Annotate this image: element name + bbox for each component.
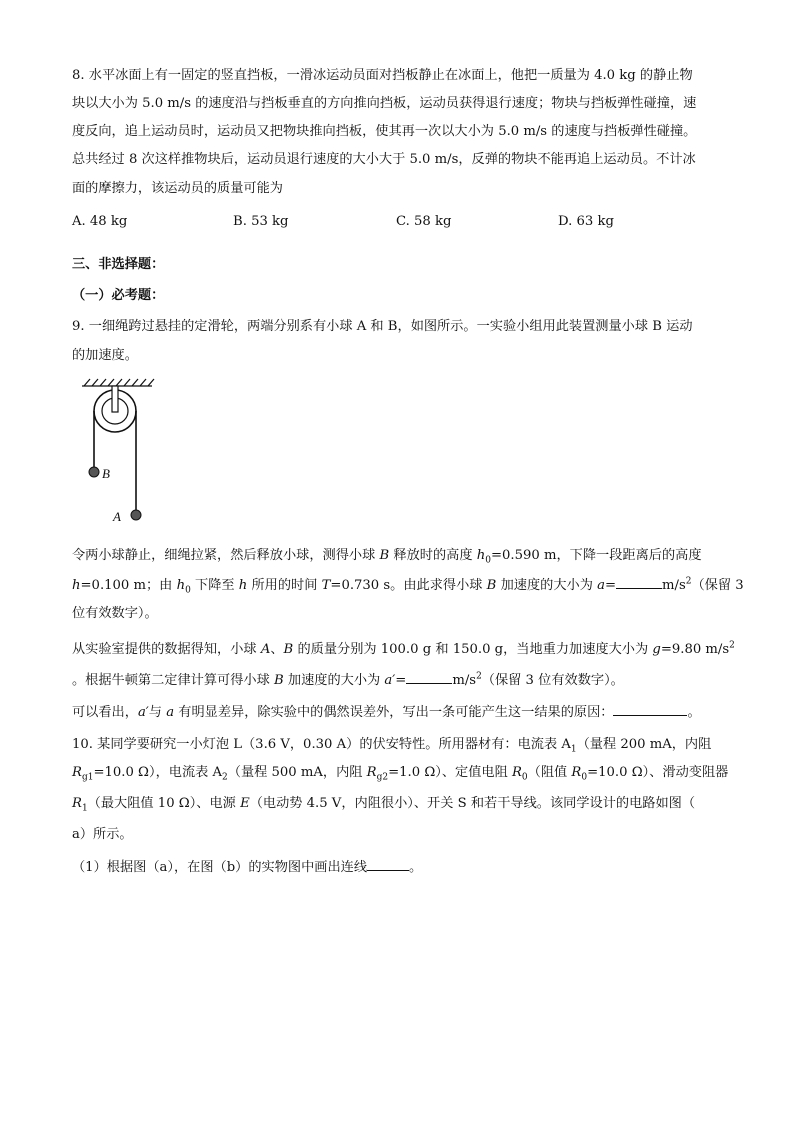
q8-option-d: D. 63 kg [558,214,614,229]
q8-option-b: B. 53 kg [233,214,289,229]
q9-paragraph-1: 令两小球静止，细绳拉紧，然后释放小球，测得小球 B 释放时的高度 $h_0=0.590$ m，下降一段距离后的高度 [72,548,702,566]
label-b: B [102,466,110,481]
q8-line-5: 面的摩擦力，该运动员的质量可能为 [72,181,283,196]
answer-blank-wiring[interactable] [367,858,409,871]
ball-a [131,510,141,520]
q8-line-2: 块以大小为 5.0 m/s 的速度沿与挡板垂直的方向推向挡板，运动员获得退行速度；物块与挡板弹性碰撞，速 [72,96,697,111]
q8-line-3: 度反向，追上运动员时，运动员又把物块推向挡板，使其再一次以大小为 5.0 m/s 的速度与挡板弹性碰撞。 [72,124,697,139]
label-a: A [113,509,121,524]
q10-paragraph-5: （1）根据图（a），在图（b）的实物图中画出连线 。 [72,860,423,875]
q9-paragraph-3: 位有效数字）。 [72,606,158,621]
pulley-hanger [112,386,118,412]
pulley-diagram [72,376,162,526]
ball-b [89,467,99,477]
q9-paragraph-5: 。根据牛顿第二定律计算可得小球 B 加速度的大小为 $a'= m/s^2$（保留 3 位有效数字）。 [72,671,624,688]
q9-line-2: 的加速度。 [72,348,138,363]
answer-blank-reason[interactable] [613,703,687,716]
ceiling-hatch [82,379,154,386]
answer-blank-a-prime[interactable] [406,671,452,684]
q8-option-c: C. 58 kg [396,214,452,229]
section-heading: 三、非选择题： [72,257,165,272]
q9-paragraph-4: 从实验室提供的数据得知，小球 A、B 的质量分别为 100.0 g 和 150.0 g，当地重力加速度大小为 g=9.80 $m/s^2$ [72,640,735,657]
q10-paragraph-4: a）所示。 [72,827,133,842]
subsection-heading: （一）必考题： [72,288,165,303]
q10-paragraph-3: $R_1$（最大阻值 10 Ω）、电源 E（电动势 4.5 V，内阻很小）、开关 S 和若干导线。该同学设计的电路如图（ [72,796,696,814]
q8-line-4: 总共经过 8 次这样推物块后，运动员退行速度的大小大于 5.0 m/s，反弹的物块不能再追上运动员。不计冰 [72,152,696,167]
q8-option-a: A. 48 kg [72,214,128,229]
q8-line-1: 8. 水平冰面上有一固定的竖直挡板，一滑冰运动员面对挡板静止在冰面上，他把一质量为 4.0 kg 的静止物 [72,68,693,83]
q9-line-1: 9. 一细绳跨过悬挂的定滑轮，两端分别系有小球 A 和 B，如图所示。一实验小组用此装置测量小球 B 运动 [72,319,693,334]
q9-paragraph-2: h=0.100 m；由 $h_0$ 下降至 h 所用的时间 T=0.730 s。由此求得小球 B 加速度的大小为 $a= m/s^2$（保留 3 [72,576,744,596]
answer-blank-a[interactable] [616,576,662,589]
q10-paragraph-1: 10. 某同学要研究一小灯泡 L（3.6 V，0.30 A）的伏安特性。所用器材有：电流表 $A_1$（量程 200 mA，内阻 [72,737,712,755]
q10-paragraph-2: $R_{g1}=10.0$ Ω），电流表 $A_2$（量程 500 mA，内阻 $R_{g2}=1.0$ Ω）、定值电阻 $R_0$（阻值 $R_0=10.0$ Ω）、滑动变阻器 [72,765,729,783]
q9-paragraph-6: 可以看出，a′与 a 有明显差异，除实验中的偶然误差外，写出一条可能产生这一结果的原因： 。 [72,705,701,720]
